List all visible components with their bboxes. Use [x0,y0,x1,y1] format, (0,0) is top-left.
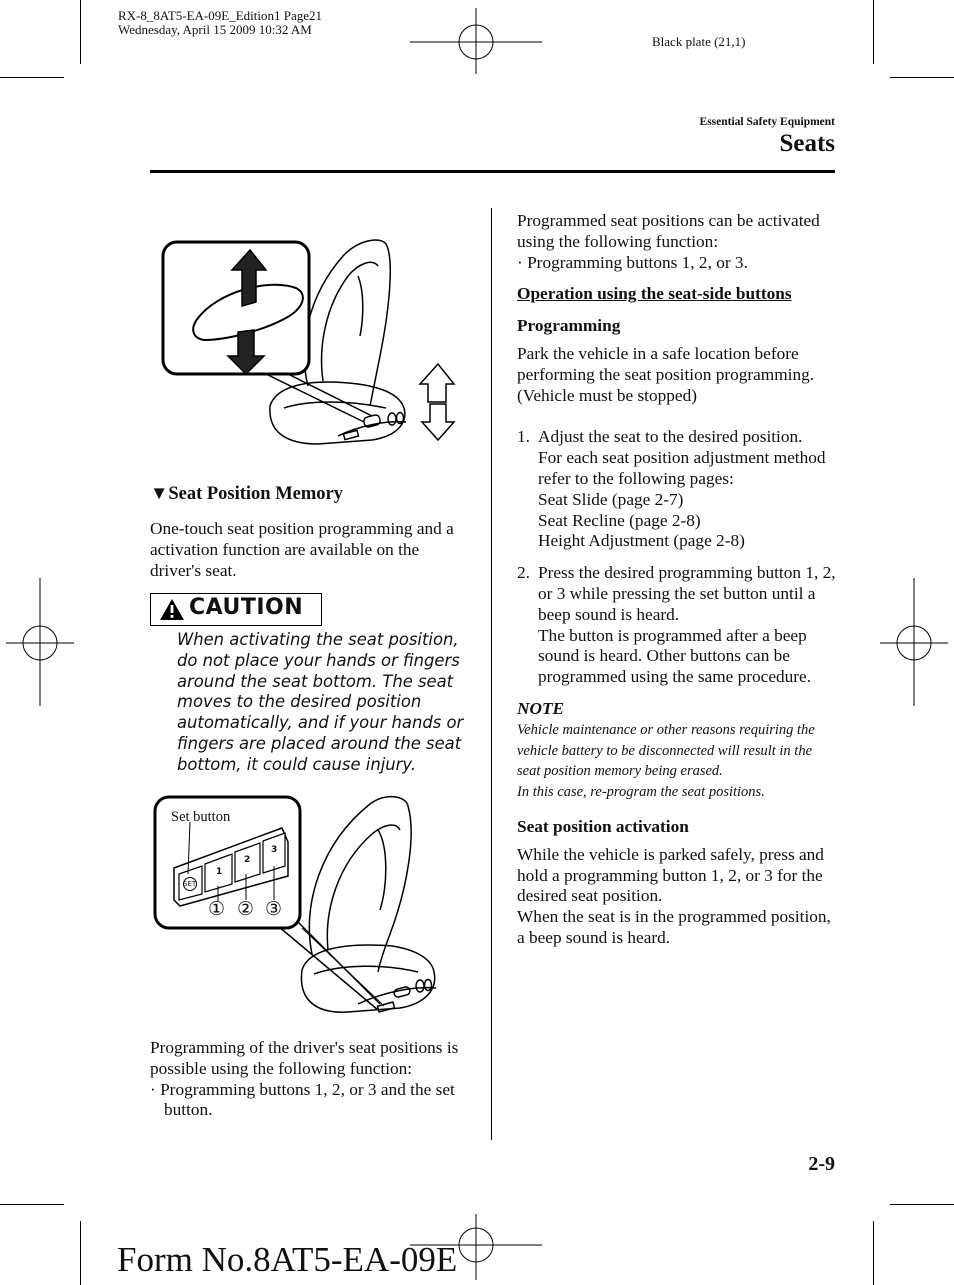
print-info-line2: Wednesday, April 15 2009 10:32 AM [118,22,312,37]
callout-2: ② [237,899,255,920]
registration-mark-right [880,578,948,706]
step-1 [517,427,837,552]
print-info-line1: RX-8_8AT5-EA-09E_Edition1 Page21 [118,8,323,23]
note-line: In this case, re-program the seat positions. [517,784,765,801]
programming-bullet: · Programming buttons 1, 2, or 3 and the set button. [150,1079,455,1120]
header-rule [150,170,835,173]
step-1-line: Adjust the seat to the desired position. [538,427,803,447]
step-1-line: For each seat position adjustment method refer to the following pages: [538,448,826,488]
section-label: Essential Safety Equipment [699,116,835,128]
note-line: Vehicle maintenance or other reasons requiring the vehicle battery to be disconnected will result in the seat position memory being erased. [517,721,815,780]
section-heading-text: Seat Position Memory [168,484,343,504]
step-1-line: Seat Slide (page 2-7) [538,489,684,509]
activation-text: Programmed seat positions can be activated using the following function: [517,211,820,251]
set-key-label: SET [183,880,197,888]
column-divider [491,208,492,1140]
activation-heading: Seat position activation [517,816,689,836]
section-title: Seats [779,130,835,157]
registration-mark-left [6,578,74,706]
caution-label: CAUTION [189,595,304,620]
step-1-line: Height Adjustment (page 2-8) [538,531,745,551]
step-1-number: 1. [517,427,530,447]
right-column [517,211,837,949]
step-1-line: Seat Recline (page 2-8) [538,510,701,530]
seat-memory-illustration [158,236,458,458]
intro-paragraph [150,519,472,581]
intro-text: One-touch seat position programming and a activation function are available on the driver's seat. [150,519,454,580]
activation-bullet: · Programming buttons 1, 2, or 3. [517,252,748,272]
plate-label: Black plate (21,1) [652,34,746,49]
warning-triangle-icon [159,598,185,621]
triangle-marker-icon: ▼ [150,484,169,504]
set-button-label: Set button [171,809,231,825]
programming-heading: Programming [517,316,621,336]
caution-text: When activating the seat position, do not place your hands or fingers around the seat bottom. The seat moves to the desired position automatically, and if your hands or fingers are placed around the seat bottom, it could cause injury. [177,630,464,774]
programming-text: Programming of the driver's seat positions is possible using the following function: [150,1038,459,1078]
key-1-label: 1 [216,867,223,877]
print-info [118,9,322,37]
activation-body-line: When the seat is in the programmed position, a beep sound is heard. [517,907,831,947]
step-2 [517,563,837,688]
step-2-number: 2. [517,563,530,583]
caution-badge [150,593,322,626]
registration-mark-top [410,8,542,74]
operation-heading: Operation using the seat-side buttons [517,284,792,304]
callout-1: ① [208,899,226,920]
section-heading [150,484,343,505]
key-2-label: 2 [244,855,251,865]
programming-intro: Park the vehicle in a safe location before performing the seat position programming. (Vehicle must be stopped) [517,343,815,405]
page-number: 2-9 [808,1153,835,1175]
step-2-line: Press the desired programming button 1, 2, or 3 while pressing the set button until a beep sound is heard. [538,563,836,624]
form-number: Form No.8AT5-EA-09E [117,1240,458,1279]
programming-paragraph [150,1038,472,1121]
step-2-line: The button is programmed after a beep sound is heard. Other buttons can be programmed using the same procedure. [538,625,812,687]
callout-3: ③ [265,899,283,920]
seat-buttons-illustration [152,794,464,1026]
key-3-label: 3 [271,845,278,855]
activation-body-line: While the vehicle is parked safely, press and hold a programming button 1, 2, or 3 for the desired seat position. [517,844,824,906]
note-title: NOTE [517,698,565,718]
